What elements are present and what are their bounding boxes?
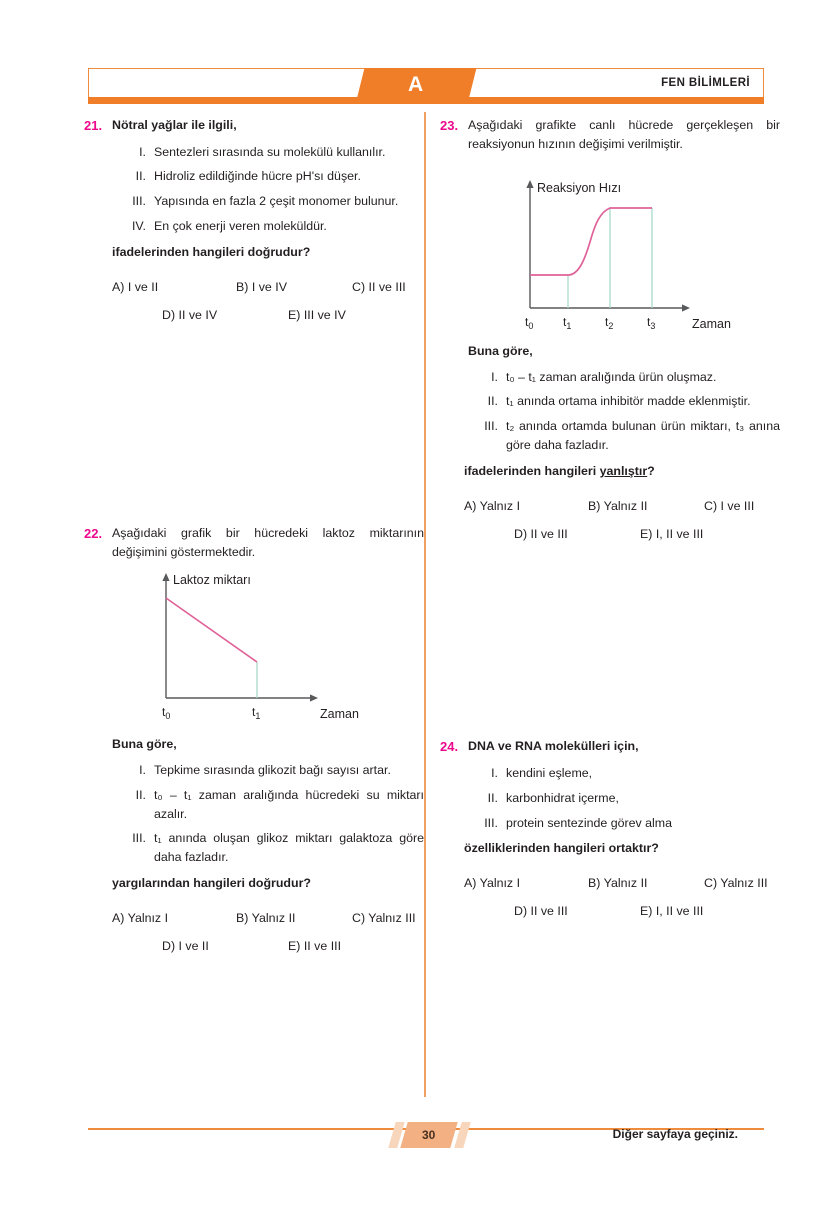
data-curve [166,598,257,662]
item-numeral: III. [132,194,146,209]
option-b[interactable]: B) Yalnız II [588,498,648,513]
question-23-tail-pre: ifadelerinden hangileri [464,463,600,478]
y-axis-label: Reaksiyon Hızı [537,180,622,195]
data-curve [530,208,652,275]
options-row-1 [112,278,424,297]
xtick-t1: $t_1$ [563,314,572,331]
item-numeral: II. [487,790,498,805]
question-22-header [84,524,424,562]
xtick-t3: $t_3$ [647,314,656,331]
question-24-number: 24. [440,739,459,755]
list-item [112,761,424,780]
options-row-1 [464,497,780,516]
options-row-1 [112,909,424,928]
item-numeral: II. [135,169,146,184]
question-21-items [84,143,424,236]
option-a[interactable]: A) Yalnız I [464,498,521,513]
list-item [112,217,424,236]
question-24-tail: özelliklerinden hangileri ortaktır? [464,841,659,856]
option-a[interactable]: A) Yalnız I [112,911,169,925]
page-number-badge [400,1122,457,1148]
option-d[interactable]: D) II ve III [514,526,568,541]
options-row-2 [112,306,424,325]
item-numeral: I. [491,369,498,384]
x-axis-arrow [682,304,690,311]
list-item [112,829,424,867]
list-item [464,789,780,808]
question-22 [84,524,424,955]
question-23-stem: Aşağıdaki grafikte canlı hücrede gerçekleşen bir reaksiyonun hızının değişimi verilmiştir. [468,118,780,151]
question-22-tail: yargılarından hangileri doğrudur? [112,876,311,891]
question-23-options [440,497,780,544]
options-row-1 [464,874,780,893]
item-numeral: III. [484,815,498,830]
option-a[interactable]: A) Yalnız I [464,876,521,891]
list-item [112,786,424,824]
y-axis-arrow [162,573,169,581]
option-e[interactable]: E) I, II ve III [640,904,704,919]
question-23-number: 23. [440,118,459,133]
question-22-lead: Buna göre, [112,737,177,752]
item-text: t₀ – t₁ zaman aralığında hücredeki su miktarı azalır. [154,787,424,821]
question-22-options [84,909,424,956]
option-e[interactable]: E) I, II ve III [640,526,704,541]
item-numeral: I. [139,144,146,159]
options-row-2 [464,902,780,921]
options-row-2 [464,525,780,544]
item-numeral: II. [487,394,498,409]
y-axis-label: Laktoz miktarı [173,573,251,588]
question-22-stem: Aşağıdaki grafik bir hücredeki laktoz miktarının değişimini göstermektedir. [112,526,424,560]
item-text: t₁ anında oluşan glikoz miktarı galaktoza göre daha fazladır. [154,831,424,865]
options-row-2 [112,937,424,956]
item-text: Sentezleri sırasında su molekülü kullanılır. [154,144,386,159]
item-text: t₁ anında ortama inhibitör madde eklenmiştir. [506,394,751,409]
question-23-tail-underline: yanlıştır [599,463,648,478]
option-b[interactable]: B) Yalnız II [236,911,296,925]
question-23-lead: Buna göre, [468,343,533,358]
booklet-letter-badge [356,68,477,104]
subject-title: FEN BİLİMLERİ [661,77,750,89]
q23-graph-svg [488,162,758,332]
item-numeral: IV. [131,219,146,234]
left-column [84,116,424,965]
question-24-header [440,737,780,757]
item-numeral: III. [484,419,498,434]
question-22-items [84,761,424,867]
item-numeral: III. [132,831,146,846]
column-divider [424,112,426,1097]
question-21-number: 21. [84,118,103,133]
option-d[interactable]: D) I ve II [162,938,209,953]
y-axis-arrow [526,180,533,188]
question-21-stem: Nötral yağlar ile ilgili, [112,118,237,132]
footer-note: Diğer sayfaya geçiniz. [612,1127,738,1141]
option-e[interactable]: E) II ve III [288,938,342,953]
item-text: t₀ – t₁ zaman aralığında ürün oluşmaz. [506,369,717,384]
item-text: t₂ anında ortamda bulunan ürün miktarı, t₃ anına göre daha fazladır. [506,419,780,453]
option-d[interactable]: D) II ve III [514,904,568,919]
page-header [88,68,764,104]
option-c[interactable]: C) Yalnız III [704,876,768,891]
page-badge-right-sliver [454,1122,470,1148]
question-24-items [440,764,780,833]
option-d[interactable]: D) II ve IV [162,307,218,322]
question-21-tail: ifadelerinden hangileri doğrudur? [112,244,311,259]
list-item [112,192,424,211]
list-item [112,167,424,186]
item-numeral: II. [135,787,146,802]
item-text: protein sentezinde görev alma [506,815,672,830]
q22-graph [84,570,424,725]
question-23-items [440,368,780,455]
question-21-options [84,278,424,325]
x-axis-label: Zaman [320,707,359,722]
list-item [464,764,780,783]
item-text: Tepkime sırasında glikozit bağı sayısı artar. [154,762,391,777]
xtick-t2: $t_2$ [605,314,614,331]
item-text: Yapısında en fazla 2 çeşit monomer bulunur. [154,194,399,209]
item-numeral: I. [491,765,498,780]
question-24-options [440,874,780,921]
option-b[interactable]: B) Yalnız II [588,876,648,891]
right-column [440,116,780,930]
item-text: En çok enerji veren moleküldür. [154,219,327,234]
page-number: 30 [422,1128,436,1142]
q23-graph [440,162,780,332]
option-c[interactable]: C) I ve III [704,498,755,513]
x-axis-arrow [310,694,318,701]
question-24 [440,737,780,921]
question-21-header [84,116,424,136]
question-23 [440,116,780,543]
list-item [464,814,780,833]
question-23-header [440,116,780,154]
item-numeral: I. [139,762,146,777]
item-text: karbonhidrat içerme, [506,790,619,805]
question-23-tail-post: ? [647,463,655,478]
x-axis-label: Zaman [692,316,731,331]
question-22-number: 22. [84,526,103,542]
question-24-stem: DNA ve RNA molekülleri için, [468,739,639,754]
item-text: Hidroliz edildiğinde hücre pH'sı düşer. [154,169,361,184]
list-item [464,368,780,387]
option-c[interactable]: C) II ve III [352,279,406,294]
option-c[interactable]: C) Yalnız III [352,911,416,925]
option-a[interactable]: A) I ve II [112,279,159,294]
question-23-tail [440,462,780,481]
item-text: kendini eşleme, [506,765,593,780]
list-item [112,143,424,162]
option-e[interactable]: E) III ve IV [288,307,346,322]
xtick-t0: $t_0$ [162,705,171,722]
xtick-t1: $t_1$ [252,705,261,722]
list-item [464,392,780,411]
option-b[interactable]: B) I ve IV [236,279,287,294]
question-21 [84,116,424,324]
list-item [464,417,780,455]
xtick-t0: $t_0$ [525,314,534,331]
q22-graph-svg [140,570,390,725]
booklet-letter: A [408,73,424,96]
